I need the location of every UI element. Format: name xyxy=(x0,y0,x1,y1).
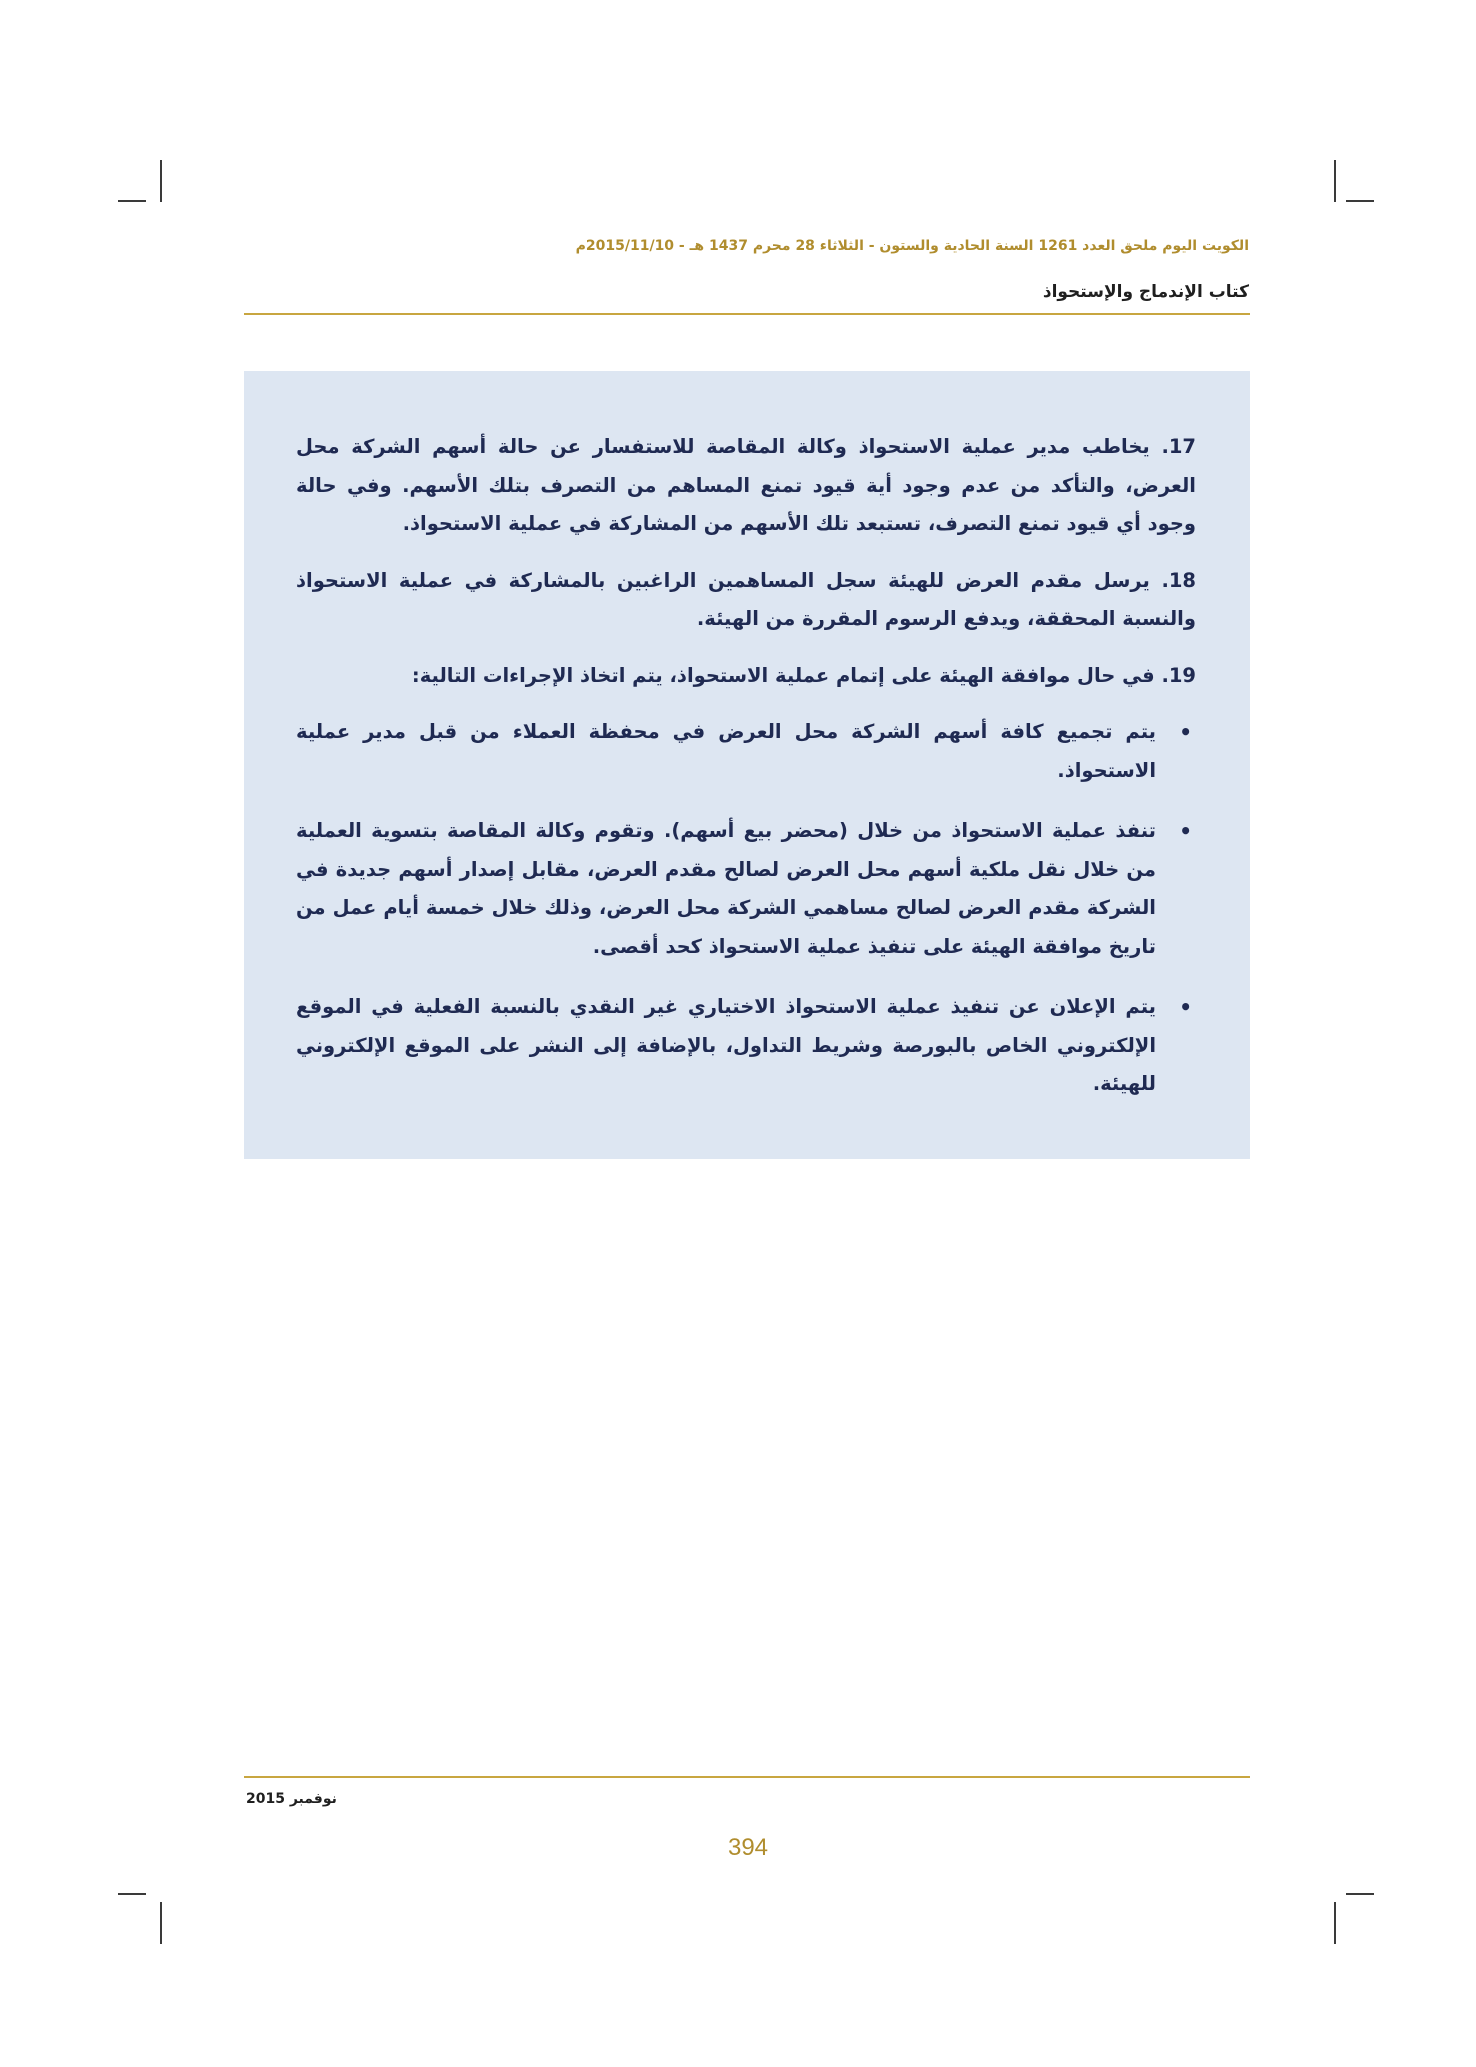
item-text: يخاطب مدير عملية الاستحواذ وكالة المقاصة للاستفسار عن حالة أسهم الشركة محل العرض، والتأكد من عدم وجود أية قيود تمنع المساهم من التصرف بتلك الأسهم. وفي حالة وجود أي قيود تمنع التصرف، تستبعد تلك الأسهم من المشاركة في عملية الاستحواذ. xyxy=(296,435,1196,535)
item-number: 17. xyxy=(1161,435,1196,458)
book-title: كتاب الإندماج والإستحواذ xyxy=(1042,282,1249,302)
running-head: الكويت اليوم ملحق العدد 1261 السنة الحادية والستون - الثلاثاء 28 محرم 1437 هـ - 2015/11/10م xyxy=(575,238,1249,254)
content-body xyxy=(296,428,1196,1126)
bullet-icon: • xyxy=(1179,819,1192,843)
bullet-list xyxy=(296,713,1196,1104)
numbered-item xyxy=(296,657,1196,696)
item-number: 19. xyxy=(1161,663,1196,687)
bullet-icon: • xyxy=(1179,720,1192,744)
numbered-item xyxy=(296,562,1196,639)
bullet-text: يتم تجميع كافة أسهم الشركة محل العرض في محفظة العملاء من قبل مدير عملية الاستحواذ. xyxy=(296,720,1156,782)
crop-mark-top-left xyxy=(160,160,162,202)
crop-mark-top-right-h xyxy=(1346,200,1374,202)
bullet-item xyxy=(296,713,1192,790)
bullet-item xyxy=(296,988,1192,1104)
crop-mark-bottom-right xyxy=(1334,1902,1336,1944)
footer-rule xyxy=(244,1776,1250,1778)
bullet-icon: • xyxy=(1179,995,1192,1019)
crop-mark-top-left-h xyxy=(118,200,146,202)
item-number: 18. xyxy=(1161,568,1196,592)
bullet-text: يتم الإعلان عن تنفيذ عملية الاستحواذ الاختياري غير النقدي بالنسبة الفعلية في الموقع الإلكتروني الخاص بالبورصة وشريط التداول، بالإضافة إلى النشر على الموقع الإلكتروني للهيئة. xyxy=(296,995,1156,1095)
crop-mark-bottom-left xyxy=(160,1902,162,1944)
bullet-item xyxy=(296,812,1192,966)
page-number: 394 xyxy=(727,1834,769,1861)
crop-mark-bottom-left-h xyxy=(118,1893,146,1895)
numbered-item xyxy=(296,428,1196,544)
item-text: في حال موافقة الهيئة على إتمام عملية الاستحواذ، يتم اتخاذ الإجراءات التالية: xyxy=(411,663,1155,687)
item-text: يرسل مقدم العرض للهيئة سجل المساهمين الراغبين بالمشاركة في عملية الاستحواذ والنسبة المحققة، ويدفع الرسوم المقررة من الهيئة. xyxy=(296,568,1196,630)
crop-mark-top-right xyxy=(1334,160,1336,202)
header-rule xyxy=(244,313,1250,315)
footer-date: نوفمبر 2015 xyxy=(246,1791,337,1807)
crop-mark-bottom-right-h xyxy=(1346,1893,1374,1895)
bullet-text: تنفذ عملية الاستحواذ من خلال (محضر بيع أسهم). وتقوم وكالة المقاصة بتسوية العملية من خلال نقل ملكية أسهم محل العرض لصالح مقدم العرض، مقابل إصدار أسهم جديدة في الشركة مقدم العرض لصالح مساهمي الشركة محل العرض، وذلك خلال خمسة أيام عمل من تاريخ موافقة الهيئة على تنفيذ عملية الاستحواذ كحد أقصى. xyxy=(296,819,1156,958)
